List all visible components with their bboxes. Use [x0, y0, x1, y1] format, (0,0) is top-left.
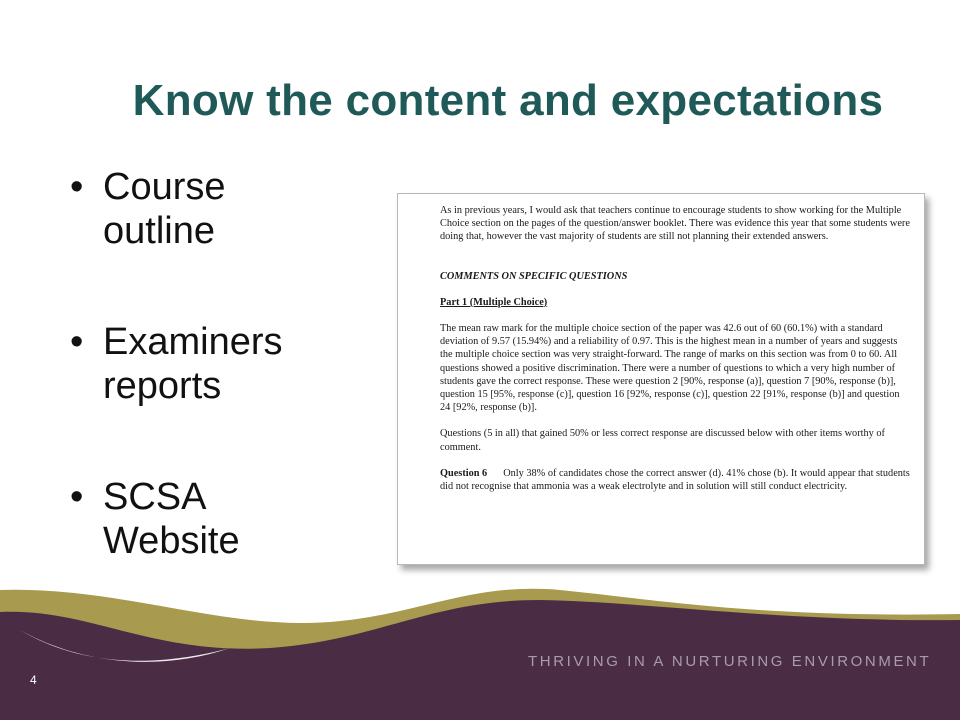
report-questions-paragraph: Questions (5 in all) that gained 50% or less correct response are discussed below with other items worthy of comment.: [440, 428, 885, 453]
bullet-marker: •: [70, 166, 84, 208]
bullet-item-course-outline: [70, 165, 343, 253]
footer-tagline: THRIVING IN A NURTURING ENVIRONMENT: [528, 653, 932, 670]
examiner-report-excerpt: [397, 193, 925, 565]
slide-title: Know the content and expectations: [132, 76, 884, 125]
question-6-text: Only 38% of candidates chose the correct answer (d). 41% chose (b). It would appear that students did not recognise that ammonia was a weak electrolyte and in solution will still conduct electricity.: [440, 467, 910, 493]
bullet-marker: •: [70, 321, 84, 363]
page-number: 4: [30, 673, 37, 687]
bullet-text: SCSA Website: [103, 476, 240, 562]
report-mc-paragraph: The mean raw mark for the multiple choice section of the paper was 42.6 out of 60 (60.1%) with a standard deviation of 9.57 (15.94%) and a reliability of 0.97. This is the highest mean in a number of years and suggests the multiple choice section was very straight-forward. The range of marks on this section was from 0 to 60. All questions showed a positive discrimination. There were a number of questions to which a very high number of students gave the correct response. These were question 2 [90%, response (a)], question 7 [90%, response (b)], question 15 [95%, response (c)], question 16 [92%, response (c)], question 22 [91%, response (b)] and question 24 [92%, response (b)].: [440, 323, 900, 414]
footer-swoosh-graphic: [0, 560, 960, 720]
report-part-heading: Part 1 (Multiple Choice): [440, 296, 548, 308]
bullet-text: Examiners reports: [103, 321, 283, 407]
bullet-item-examiners-reports: [70, 320, 343, 408]
bullet-marker: •: [70, 476, 84, 518]
bullet-text: Course outline: [103, 166, 226, 252]
question-6-label: Question 6: [440, 467, 488, 479]
report-question-6-paragraph: [440, 467, 910, 493]
report-section-heading: COMMENTS ON SPECIFIC QUESTIONS: [440, 270, 628, 282]
bullet-item-scsa-website: [70, 475, 343, 563]
report-intro-paragraph: As in previous years, I would ask that teachers continue to encourage students to show working for the Multiple Choice section on the pages of the question/answer booklet. There was evidence this year that some students were doing that, however the vast majority of students are still not planning their extended answers.: [440, 205, 910, 243]
